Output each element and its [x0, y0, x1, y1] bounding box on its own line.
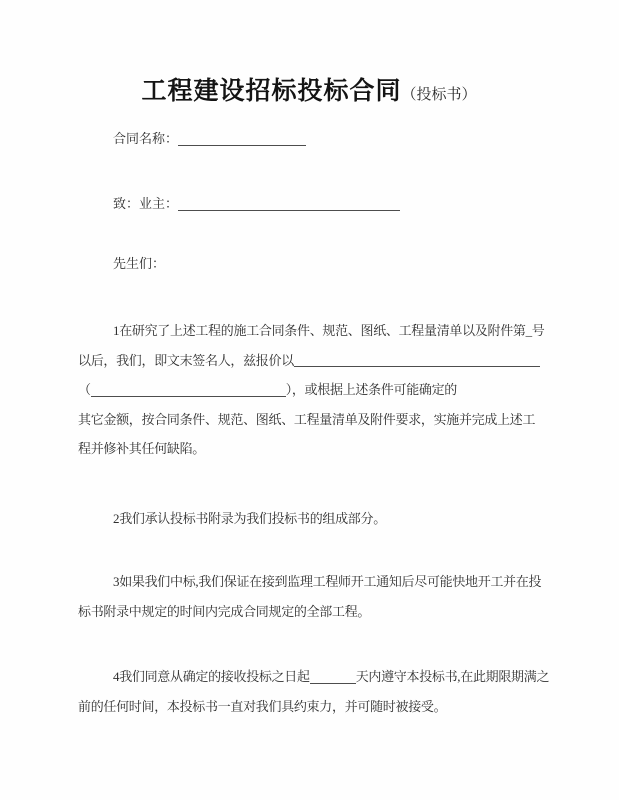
paragraph-1-line-3	[78, 375, 540, 405]
paragraph-1-line-4: 其它金额，按合同条件、规范、图纸、工程量清单及附件要求，实施并完成上述工	[78, 411, 536, 427]
paragraph-2-line-1: 2我们承认投标书附录为我们投标书的组成部分。	[113, 510, 386, 526]
paragraph-1-line-3-text: ），或根据上述条件可能确定的	[285, 382, 458, 397]
paragraph-2	[78, 504, 540, 534]
contract-name-blank-underline	[178, 131, 306, 146]
paragraph-1	[78, 316, 545, 464]
paragraph-1-line-2-text: 以后，我们，即文末签名人，兹报价以	[78, 352, 294, 368]
salutation-text: 先生们：	[113, 256, 166, 271]
paragraph-4-line-1-post: 天内遵守本投标书,在此期限期满之	[355, 669, 550, 684]
paragraph-4-line-1-pre: 4我们同意从确定的接收投标之日起	[113, 669, 310, 684]
paragraph-1-line-2	[78, 346, 540, 376]
paragraph-4	[78, 662, 550, 721]
document-title-main: 工程建设招标投标合同	[141, 78, 402, 105]
paragraph-3-line-2: 标书附录中规定的时间内完成合同规定的全部工程。	[78, 603, 371, 619]
owner-line	[113, 194, 540, 214]
salutation-line	[113, 254, 540, 274]
paragraph-4-line-1	[78, 662, 550, 692]
owner-blank-underline	[178, 196, 400, 211]
contract-name-line	[113, 129, 540, 149]
paragraph-1-line-5: 程并修补其任何缺陷。	[78, 441, 206, 456]
paragraph-3	[78, 567, 540, 626]
paragraph-4-line-2: 前的任何时间，本投标书一直对我们具约束力，并可随时被接受。	[78, 698, 447, 714]
validity-days-blank-underline	[310, 669, 356, 684]
paragraph-1-line-1: 1在研究了上述工程的施工合同条件、规范、图纸、工程量清单以及附件第_号	[113, 323, 545, 338]
document-title-sub: （投标书）	[401, 87, 477, 103]
paragraph-3-line-1: 3如果我们中标,我们保证在接到监理工程师开工通知后尽可能快地开工并在投	[113, 574, 542, 589]
contract-name-label: 合同名称：	[113, 131, 179, 146]
document-content	[0, 72, 619, 721]
bid-price-words-blank-underline	[91, 382, 286, 397]
document-title	[78, 72, 540, 111]
paragraph-1-line-3-open-paren: （	[78, 382, 91, 397]
bid-price-blank-underline	[294, 346, 540, 368]
owner-label: 致：业主：	[113, 196, 179, 211]
